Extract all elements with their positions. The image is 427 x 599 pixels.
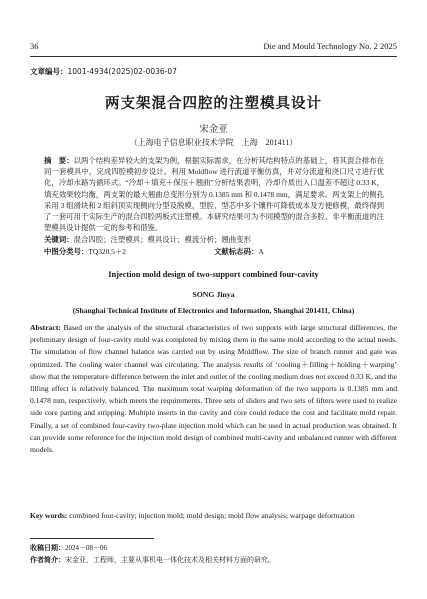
received-value: 2024－08－06 — [65, 544, 107, 552]
en-abstract-text: Based on the analysis of the structural characteristics of two supports with large structural differences, the preliminary design of four-cavity mold was completed by mixing them in the same mold according to the actual needs. The simulation of flow channel balance was carried out by using Moldflow. The size of branch runner and gate was optimized. The cooling water channel was circulating. The analysis results of ‘cooling＋filling＋holding＋warping’ show that the temperature difference between the inlet and outlet of the cooling medium does not exceed 0.33 K, and the filling effect is relatively balanced. The maximum total warping deformation of the two supports is 0.1385 mm and 0.1478 mm, respectively, which meets the requirements. Three sets of sliders and two sets of lifters were used to realize side core parting and stripping. Multiple inserts in the cavity and core could reduce the cost and facilitate mold repair. Finally, a set of combined four-cavity two-plate injection mold which can be used in actual production was obtained. It can provide some reference for the injection mold design of combined multi-cavity and unbalanced runner with different models. — [30, 323, 397, 455]
cn-keywords — [44, 234, 384, 245]
clc-value: TQ320.5＋2 — [88, 247, 126, 256]
footnote-received — [30, 543, 397, 553]
doc-code — [214, 246, 264, 257]
en-affiliation: (Shanghai Technical Institute of Electronics and Information, Shanghai 201411, China) — [72, 306, 355, 315]
en-keywords-text: combined four-cavity; injection mold; mold design; mold flow analysis; warpage deformation — [67, 511, 355, 520]
cn-keywords-label: 关键词： — [44, 235, 74, 244]
en-abstract-label: Abstract: — [30, 323, 61, 332]
cn-classification — [44, 246, 384, 258]
received-label: 收稿日期： — [30, 544, 65, 552]
author-bio-value: 宋金亚，工程师，主要从事机电一体化技术及相关材料方面的研究。 — [65, 556, 275, 564]
cn-affiliation: （上海电子信息职业技术学院 上海 201411） — [129, 138, 298, 147]
clc-label: 中图分类号： — [44, 247, 89, 256]
footnote-rule — [30, 538, 154, 539]
article-id-value: 1001-4934(2025)02-0036-07 — [67, 67, 177, 76]
author-bio-label: 作者简介： — [30, 556, 65, 564]
footnote-author — [30, 555, 397, 565]
en-keywords — [30, 510, 397, 522]
en-keywords-label: Key words: — [30, 511, 68, 520]
doc-code-label: 文献标志码： — [214, 247, 259, 256]
cn-title: 两支架混合四腔的注塑模具设计 — [105, 96, 322, 112]
en-author: SONG Jinya — [192, 290, 235, 299]
clc-number — [44, 246, 126, 257]
page-number: 36 — [30, 41, 39, 51]
doc-code-value: A — [258, 247, 264, 256]
cn-abstract — [44, 155, 384, 233]
cn-abstract-text: 以两个结构差异较大的支架为例，根据实际需求，在分析其结构特点的基础上，将其混合排布在同一套模具中，完成四腔模初步设计。利用 Moldflow 进行流道平衡仿真，并对分流道和浇口尺寸进行优化，冷却水路为循环式。“冷却＋填充＋保压＋翘曲”分析结果表明，冷却介质出入口温差不超过 0.33 K，填充效果较均衡，两支架的最大翘曲总变形分别为 0.1385 mm 和 0.1478 mm，满足要求。两支架上的侧孔采用 3 组滑块和 2 组斜顶实现侧向分型及脱模，型腔、型芯中多个镶件可降低成本及方便修模，最终得到了一套可用于实际生产的混合四腔两板式注塑模。本研究结果可为不同模型的混合多腔、非平衡流道的注塑模具设计提供一定的参考和借鉴。 — [44, 156, 384, 233]
cn-author: 宋金亚 — [199, 125, 228, 135]
journal-name: Die and Mould Technology No. 2 2025 — [263, 41, 397, 51]
article-id-label: 文章编号： — [30, 67, 68, 76]
header-rule — [30, 56, 397, 57]
running-header — [30, 41, 397, 55]
en-title: Injection mold design of two-support combined four-cavity — [108, 270, 319, 279]
cn-abstract-label: 摘 要： — [44, 156, 74, 165]
cn-keywords-text: 混合四腔；注塑模具；模具设计；模流分析；翘曲变形 — [73, 235, 251, 244]
en-abstract — [30, 322, 397, 456]
article-id — [30, 66, 177, 77]
